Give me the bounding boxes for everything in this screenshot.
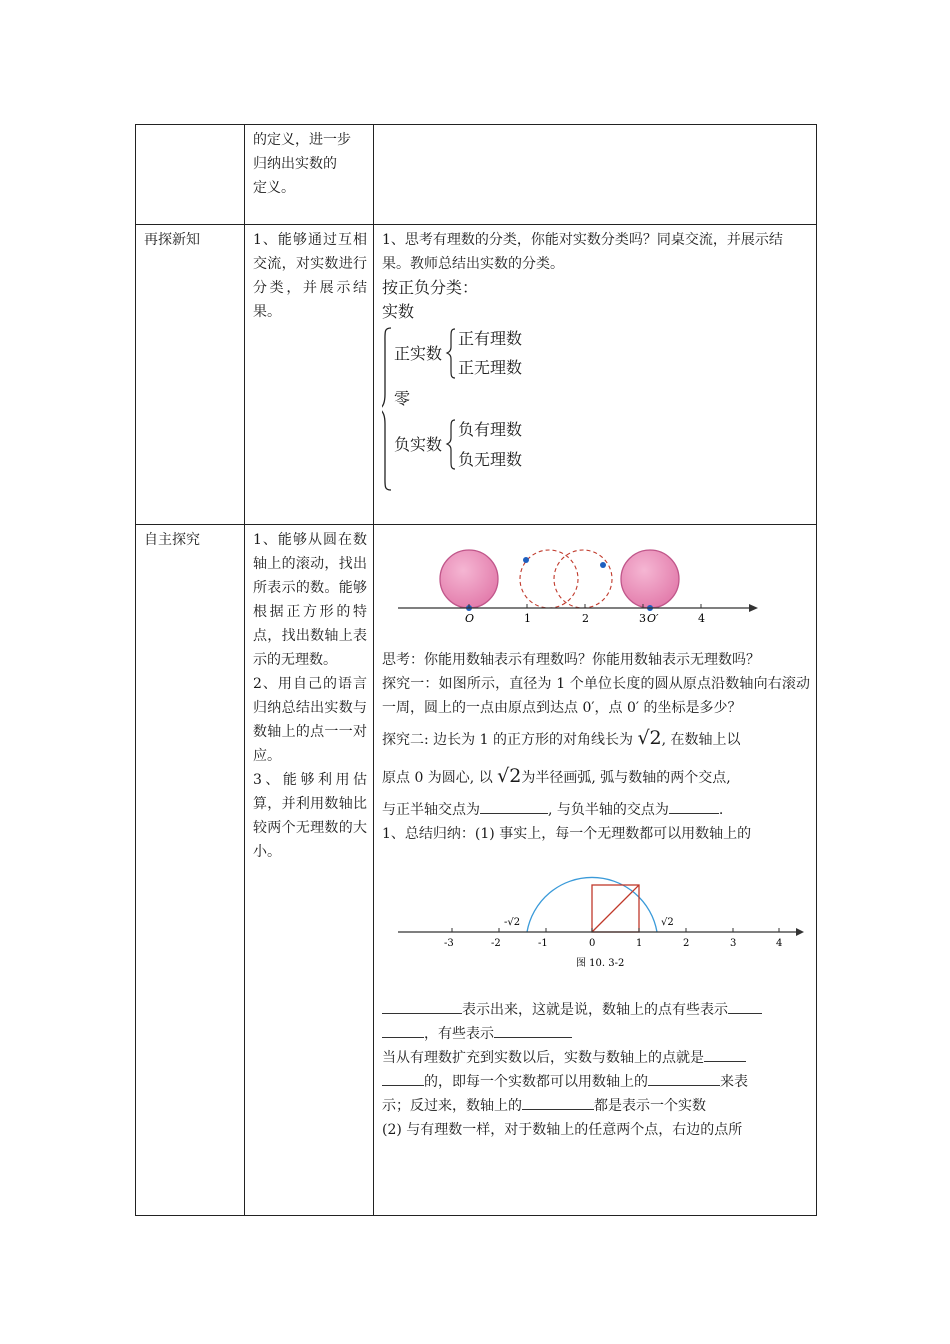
activity-cell [374, 525, 817, 1216]
pos-sqrt-two-label: √2 [661, 917, 674, 928]
goal-item: 3、能够利用估算，并利用数轴比较两个无理数的大小。 [253, 772, 367, 860]
tick-label: O′ [647, 612, 659, 623]
tick-label: 3 [639, 612, 646, 623]
axis-arrow [749, 604, 758, 612]
goal-cell [245, 525, 374, 1216]
goal-text: 1、能够通过互相交流，对实数进行分类，并展示结果。 [253, 232, 367, 320]
tick-label: -2 [491, 938, 501, 949]
blank[interactable] [382, 1071, 424, 1086]
sqrt-two-figure [380, 852, 806, 972]
explore-one: 探究一：如图所示，直径为 1 个单位长度的圆从原点沿数轴向右滚动一周，圆上的一点由原点到达点 0′，点 0′ 的坐标是多少？ [382, 676, 810, 716]
classification-intro: 1、思考有理数的分类，你能对实数分类吗？同桌交流，并展示结果。教师总结出实数的分类。 [382, 232, 783, 272]
classification-heading: 按正负分类： [382, 278, 479, 297]
goal-text [245, 525, 373, 864]
blank[interactable] [494, 1023, 572, 1038]
explore-two: 探究二: 边长为 1 的正方形的对角线长为 √2, 在数轴上以 原点 0 为圆心, 以 √2为半径画弧, 弧与数轴的两个交点, [382, 727, 741, 787]
main-brace [382, 328, 391, 490]
blank[interactable] [382, 1023, 424, 1038]
lesson-table [135, 124, 817, 1216]
rolling-circle-dashed [554, 550, 612, 608]
goal-line: 归纳出实数的 [253, 156, 337, 172]
classification-tree [382, 324, 810, 494]
negative-real: 负实数 [394, 435, 443, 454]
stage-cell [136, 225, 245, 525]
start-circle [440, 550, 498, 608]
blank[interactable] [648, 1071, 720, 1086]
stage-cell [136, 525, 245, 1216]
positive-real: 正实数 [394, 344, 443, 363]
negative-rational: 负有理数 [458, 420, 523, 439]
blank[interactable] [669, 799, 719, 814]
summary-intro: 1、总结归纳：(1) 事实上，每一个无理数都可以用数轴上的 [382, 826, 752, 842]
activity-cell [374, 125, 817, 225]
tick-label: -3 [444, 938, 454, 949]
point-marker [523, 557, 529, 563]
tick-label: 4 [698, 612, 705, 623]
negative-irrational: 负无理数 [458, 450, 523, 469]
point-marker [600, 562, 606, 568]
stage-label: 自主探究 [144, 532, 200, 548]
figure-caption: 图 10. 3-2 [576, 958, 625, 969]
stage-label [136, 125, 244, 128]
goal-text [245, 125, 373, 200]
blank[interactable] [382, 999, 462, 1014]
diagonal [592, 885, 639, 932]
explore-two-blanks: 与正半轴交点为 , 与负半轴的交点为 . [382, 798, 810, 822]
blank[interactable] [728, 999, 762, 1014]
goal-cell [245, 125, 374, 225]
neg-sqrt-two-label: -√2 [504, 917, 521, 928]
classification-root: 实数 [382, 302, 415, 321]
tick-label: -1 [538, 938, 548, 949]
tick-label: O [465, 612, 475, 623]
axis-arrow [796, 928, 804, 936]
goal-item: 1、能够从圆在数轴上的滚动，找出所表示的数。能够根据正方形的特点，找出数轴上表示的无理数。 [253, 532, 367, 668]
explore-block [374, 525, 816, 1142]
positive-rational: 正有理数 [458, 329, 523, 348]
think-question: 思考：你能用数轴表示有理数吗？你能用数轴表示无理数吗？ [382, 652, 760, 668]
rolling-circle-figure [388, 539, 764, 623]
goal-item: 2、用自己的语言归纳总结出实数与数轴上的点一一对应。 [253, 676, 367, 764]
tick-label: 2 [582, 612, 589, 623]
tick-label: 0 [589, 938, 596, 949]
stage-cell [136, 125, 245, 225]
activity-cell [374, 225, 817, 525]
sqrt-two: √2 [637, 727, 662, 749]
blank[interactable] [704, 1047, 746, 1062]
sqrt-two: √2 [497, 765, 522, 787]
end-circle [621, 550, 679, 608]
summary-text: 表示出来，这就是说，数轴上的点有些表示 ，有些表示 当从有理数扩充到实数以后，实数与数轴上的点就是 的，即每一个实数都可以用数轴上的 来表 示；反过来，数轴上的 都是表示一个实数 (2) 与有理数一样，对于数轴上的任意两个点，右边的点所 [382, 998, 810, 1142]
classification-block [374, 225, 816, 494]
tick-label: 1 [524, 612, 531, 623]
negative-brace [447, 420, 455, 469]
tick-label: 4 [776, 938, 783, 949]
stage-label: 再探新知 [144, 232, 200, 248]
tick-label: 3 [730, 938, 737, 949]
positive-brace [447, 329, 455, 378]
goal-line: 定义。 [253, 180, 295, 196]
zero: 零 [394, 389, 411, 408]
goal-line: 的定义，进一步 [253, 132, 351, 148]
blank[interactable] [522, 1095, 594, 1110]
tick-label: 2 [683, 938, 690, 949]
goal-cell [245, 225, 374, 525]
tick-label: 1 [636, 938, 643, 949]
positive-irrational: 正无理数 [458, 358, 523, 377]
blank[interactable] [480, 799, 548, 814]
